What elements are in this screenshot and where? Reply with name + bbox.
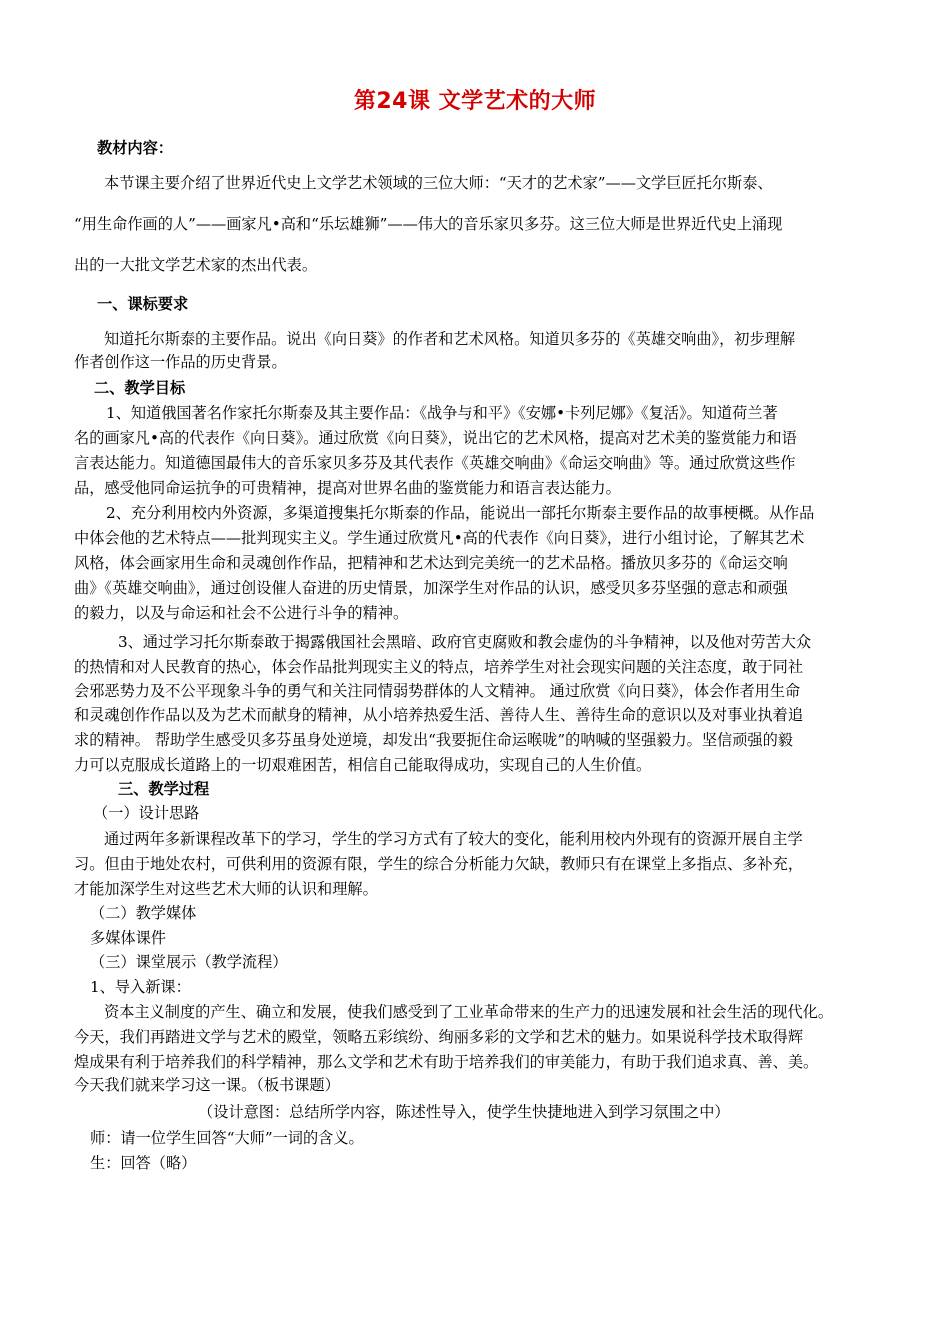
subheading: （三）课堂展示（教学流程） xyxy=(90,953,288,971)
paragraph-line: 习。但由于地处农村，可供利用的资源有限，学生的综合分析能力欠缺，教师只有在课堂上多指点、多补充， xyxy=(74,855,803,873)
paragraph-line: 今天，我们再踏进文学与艺术的殿堂，领略五彩缤纷、绚丽多彩的文学和艺术的魅力。如果说科学技术取得辉 xyxy=(74,1028,803,1046)
design-intent-note: （设计意图：总结所学内容，陈述性导入，使学生快捷地进入到学习氛围之中） xyxy=(198,1103,730,1121)
paragraph-line: 风格，体会画家用生命和灵魂创作作品，把精神和艺术达到完美统一的艺术品格。播放贝多芬的《命运交响 xyxy=(74,554,788,572)
subheading: （一）设计思路 xyxy=(93,804,200,822)
dialogue-teacher: 师：请一位学生回答“大师”一词的含义。 xyxy=(90,1129,364,1147)
paragraph-line: 通过两年多新课程改革下的学习，学生的学习方式有了较大的变化，能利用校内外现有的资源开展自主学 xyxy=(104,830,803,848)
paragraph-line: 煌成果有利于培养我们的科学精神，那么文学和艺术有助于培养我们的审美能力，有助于我们追求真、善、美。 xyxy=(74,1053,819,1071)
paragraph-line: 曲》《英雄交响曲》，通过创设催人奋进的历史情景，加深学生对作品的认识，感受贝多芬坚强的意志和顽强 xyxy=(74,579,788,597)
dialogue-student: 生：回答（略） xyxy=(90,1154,197,1172)
paragraph-line: 资本主义制度的产生、确立和发展，使我们感受到了工业革命带来的生产力的迅速发展和社会生活的现代化。 xyxy=(104,1003,833,1021)
paragraph-line: 才能加深学生对这些艺术大师的认识和理解。 xyxy=(74,880,378,898)
intro-line: “用生命作画的人”——画家凡•高和“乐坛雄狮”——伟大的音乐家贝多芬。这三位大师是世界近代史上涌现 xyxy=(74,215,783,233)
paragraph-line: 会邪恶势力及不公平现象斗争的勇气和关注同情弱势群体的人文精神。 通过欣赏《向日葵》，体会作者用生命 xyxy=(74,682,801,700)
paragraph-line: 知道托尔斯泰的主要作品。说出《向日葵》的作者和艺术风格。知道贝多芬的《英雄交响曲》，初步理解 xyxy=(104,330,796,348)
paragraph-line: 的毅力，以及与命运和社会不公进行斗争的精神。 xyxy=(74,604,409,622)
paragraph-line: 多媒体课件 xyxy=(90,929,166,947)
paragraph-line: 言表达能力。知道德国最伟大的音乐家贝多芬及其代表作《英雄交响曲》《命运交响曲》等。通过欣赏这些作 xyxy=(74,454,796,472)
paragraph-line: 的热情和对人民教育的热心，体会作品批判现实主义的特点，培养学生对社会现实问题的关注态度，敢于同社 xyxy=(74,658,803,676)
paragraph-line: 中体会他的艺术特点——批判现实主义。学生通过欣赏凡•高的代表作《向日葵》，进行小组讨论，了解其艺术 xyxy=(74,529,805,547)
intro-line: 本节课主要介绍了世界近代史上文学艺术领域的三位大师：“天才的艺术家”——文学巨匠托尔斯泰、 xyxy=(104,174,773,192)
paragraph-line: 3、通过学习托尔斯泰敢于揭露俄国社会黑暗、政府官吏腐败和教会虚伪的斗争精神，以及他对劳苦大众 xyxy=(118,633,812,651)
section-heading: 一、课标要求 xyxy=(97,295,189,313)
paragraph-line: 1、知道俄国著名作家托尔斯泰及其主要作品：《战争与和平》《安娜•卡列尼娜》《复活》。知道荷兰著 xyxy=(106,404,778,422)
paragraph-line: 品，感受他同命运抗争的可贵精神，提高对世界名曲的鉴赏能力和语言表达能力。 xyxy=(74,479,621,497)
section-heading: 三、教学过程 xyxy=(118,780,210,798)
page-title: 第24课 文学艺术的大师 xyxy=(353,89,597,114)
step-heading: 1、导入新课： xyxy=(90,978,191,996)
paragraph-line: 名的画家凡•高的代表作《向日葵》。通过欣赏《向日葵》，说出它的艺术风格，提高对艺术美的鉴赏能力和语 xyxy=(74,429,797,447)
paragraph-line: 和灵魂创作作品以及为艺术而献身的精神，从小培养热爱生活、善待人生、善待生命的意识以及对事业执着追 xyxy=(74,706,803,724)
intro-line: 出的一大批文学艺术家的杰出代表。 xyxy=(74,256,317,274)
paragraph-line: 作者创作这一作品的历史背景。 xyxy=(74,353,287,371)
paragraph-line: 今天我们就来学习这一课。（板书课题） xyxy=(74,1076,340,1094)
subheading: （二）教学媒体 xyxy=(90,904,197,922)
paragraph-line: 力可以克服成长道路上的一切艰难困苦，相信自己能取得成功，实现自己的人生价值。 xyxy=(74,756,652,774)
paragraph-line: 2、充分利用校内外资源，多渠道搜集托尔斯泰的作品，能说出一部托尔斯泰主要作品的故事梗概。从作品 xyxy=(106,504,815,522)
material-heading: 教材内容： xyxy=(97,139,173,157)
section-heading: 二、教学目标 xyxy=(94,379,186,397)
paragraph-line: 求的精神。 帮助学生感受贝多芬虽身处逆境，却发出“我要扼住命运喉咙”的呐喊的坚强毅力。坚信顽强的毅 xyxy=(74,731,793,749)
